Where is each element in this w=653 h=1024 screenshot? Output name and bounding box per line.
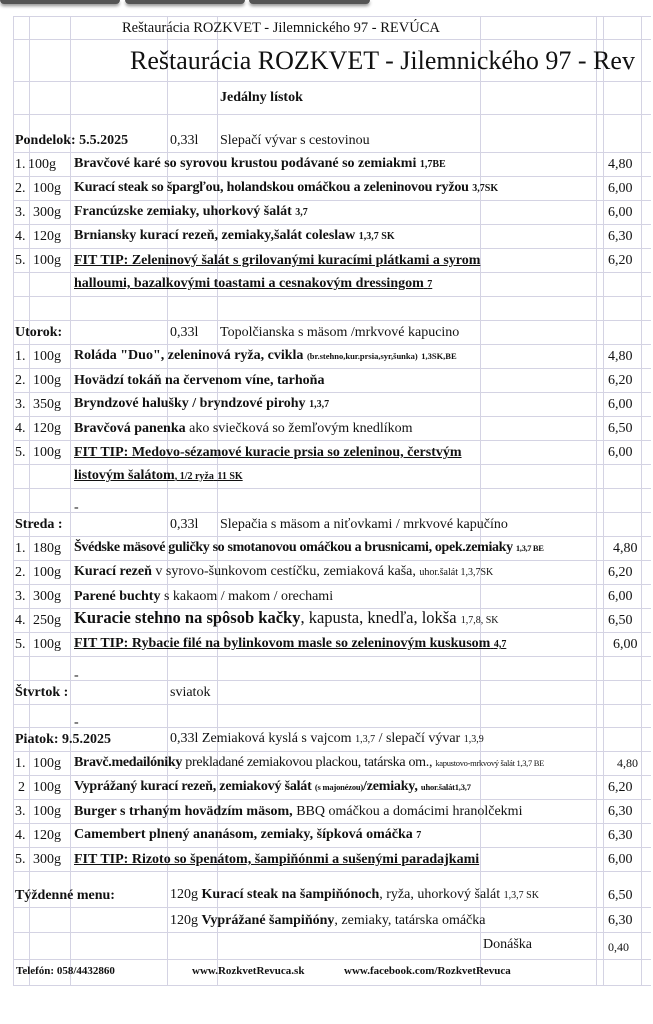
header-row-big <box>13 39 651 81</box>
item-price: 6,30 <box>608 913 633 928</box>
item-price: 6,00 <box>608 589 633 604</box>
item-weight: 350g <box>33 397 61 412</box>
top-tab-2 <box>125 0 245 4</box>
soup-name: Slepačí vývar s cestovinou <box>220 133 370 148</box>
soup-volume: 0,33l <box>170 517 199 532</box>
menu-item <box>13 584 651 608</box>
menu-item <box>13 248 651 272</box>
soup-alternative-allergens: 1,3,9 <box>463 734 484 745</box>
item-name: Francúzske zemiaky, uhorkový šalát <box>74 204 292 219</box>
item-weight: 100g <box>33 804 61 819</box>
item-weight: 100g <box>33 373 61 388</box>
item-name-continued: listovým šalátom <box>74 468 175 483</box>
menu-item <box>13 392 651 416</box>
item-weight: 180g <box>33 541 61 556</box>
item-price: 6,20 <box>608 565 633 580</box>
item-number: 4. <box>15 229 26 244</box>
day-label: Piatok: 9.5.2025 <box>15 732 112 747</box>
item-name: Burger s trhaným hovädzím mäsom, <box>74 804 293 819</box>
day-label: Streda : <box>15 517 63 532</box>
item-name: Parené buchty <box>74 589 161 604</box>
item-weight: 100g <box>33 253 61 268</box>
item-allergens: 1,7BE <box>419 159 446 170</box>
item-weight: 120g <box>33 229 61 244</box>
menu-item <box>13 176 651 200</box>
item-weight: 300g <box>33 589 61 604</box>
item-name-continued: /zemiaky, <box>363 779 421 794</box>
menu-item <box>13 368 651 392</box>
item-name: Kurací rezeň <box>74 564 152 579</box>
item-price: 6,50 <box>608 888 633 903</box>
item-number: 3. <box>15 589 26 604</box>
item-allergens: 4,7 <box>493 639 507 650</box>
item-number: 1. <box>15 541 26 556</box>
item-name: Kuracie stehno na spôsob kačky <box>74 608 301 627</box>
item-weight: 300g <box>33 852 61 867</box>
item-note: uhor.šalát 1,3,7SK <box>419 567 494 578</box>
item-name: Vyprážaný kurací rezeň, zemiakový šalát <box>74 779 315 794</box>
menu-item <box>13 536 651 560</box>
menu-item <box>13 200 651 224</box>
menu-item <box>13 344 651 368</box>
item-weight: 100g <box>28 157 56 172</box>
day-label: Pondelok: 5.5.2025 <box>15 133 129 148</box>
item-name: FIT TIP: Medovo-sézamové kuracie prsia so zeleninou, čerstvým <box>74 445 462 460</box>
item-weight: 100g <box>33 756 61 771</box>
item-number: 4. <box>15 613 26 628</box>
menu-item <box>13 823 651 847</box>
item-number: 2 <box>18 780 25 795</box>
top-tab-3 <box>249 0 370 4</box>
soup-name: Topolčianska s mäsom /mrkvové kapucino <box>220 325 460 340</box>
soup-name: Slepačia s mäsom a niťovkami / mrkvové kapučíno <box>220 517 508 532</box>
item-price: 6,50 <box>608 421 633 436</box>
item-number: 2. <box>15 373 26 388</box>
item-price: 6,00 <box>608 397 633 412</box>
item-description: v syrovo-šunkovom cestíčku, zemiaková kaša, <box>151 564 420 579</box>
item-allergens: 1,3,7 BE <box>515 543 544 553</box>
item-description: BBQ omáčkou a domácimi hranolčekmi <box>292 804 523 819</box>
menu-item <box>13 416 651 440</box>
item-allergens: uhor.šalát1,3,7 <box>420 782 471 792</box>
item-price: 6,20 <box>608 373 633 388</box>
item-number: 1. <box>15 349 26 364</box>
menu-label-row <box>13 81 651 114</box>
item-allergens: 7 <box>416 830 422 841</box>
soup-volume: 0,33l <box>170 325 199 340</box>
delivery-label: Donáška <box>483 937 532 952</box>
item-name-extra: , 1/2 ryža <box>174 471 214 482</box>
item-weight: 250g <box>33 613 61 628</box>
item-weight: 120g <box>33 421 61 436</box>
soup-name: 0,33l Zemiaková kyslá s vajcom <box>170 731 356 746</box>
item-price: 6,00 <box>608 445 633 460</box>
item-price: 6,50 <box>608 613 633 628</box>
item-price: 6,30 <box>608 804 633 819</box>
item-number: 3. <box>15 804 26 819</box>
day-label: Štvrtok : <box>15 685 69 700</box>
item-allergens: 1,3SK,BE <box>421 351 457 361</box>
header-row-small <box>13 16 651 39</box>
item-weight: 120g <box>33 828 61 843</box>
item-weight: 120g <box>170 887 202 902</box>
item-name: Bravčové karé so syrovou krustou podávané so zemiakmi <box>74 156 417 171</box>
menu-item <box>13 632 651 656</box>
menu-item-continued <box>13 464 651 488</box>
item-weight: 100g <box>33 565 61 580</box>
soup-allergens: 1,3,7 <box>355 734 376 745</box>
item-name: FIT TIP: Rizoto so špenátom, šampiňónmi a sušenými paradajkami <box>74 852 480 867</box>
item-description: s kakaom / makom / orechami <box>160 589 334 604</box>
menu-item <box>13 224 651 248</box>
item-price: 4,80 <box>613 541 638 556</box>
item-description: , zemiaky, tatárska omáčka <box>334 913 486 928</box>
item-price: 6,00 <box>608 852 633 867</box>
menu-item-continued <box>13 272 651 296</box>
item-name: Bravč.medailóniky <box>74 755 183 770</box>
item-number: 1. <box>15 756 26 771</box>
item-allergens: 1,3,7 SK <box>503 890 539 901</box>
menu-sheet <box>13 16 651 985</box>
item-description: , kapusta, knedľa, lokša <box>300 608 461 627</box>
website-link[interactable]: www.RozkvetRevuca.sk <box>192 965 305 977</box>
item-weight: 100g <box>33 637 61 652</box>
item-price: 6,00 <box>608 181 633 196</box>
item-price: 4,80 <box>608 157 633 172</box>
item-name: Vyprážané šampiňóny <box>201 913 335 928</box>
item-allergens: 7 <box>427 279 433 290</box>
item-number: 2. <box>15 565 26 580</box>
item-name: Hovädzí tokáň na červenom víne, tarhoňa <box>74 373 325 388</box>
item-weight: 120g <box>170 913 202 928</box>
dash-marker: - <box>74 715 79 730</box>
item-note: kapustovo-mrkvový šalát 1,3,7 BE <box>435 758 545 768</box>
day-header-wednesday <box>13 512 651 536</box>
item-weight: 300g <box>33 205 61 220</box>
item-description: prekladané zemiakovou plackou, tatárska om., <box>182 755 436 770</box>
item-name: Brniansky kurací rezeň, zemiaky,šalát coleslaw <box>74 228 356 243</box>
item-allergens: 1,3,7 <box>309 399 330 410</box>
item-weight: 100g <box>33 181 61 196</box>
menu-item <box>13 847 651 871</box>
item-name: Camembert plnený ananásom, zemiaky, šípková omáčka <box>74 827 413 842</box>
item-allergens: 1,3,7 SK <box>358 231 395 242</box>
menu-item <box>13 608 651 632</box>
item-name: Kurací steak so špargľou, holandskou omáčkou a zeleninovou ryžou <box>74 180 469 195</box>
item-name: Bravčová panenka <box>74 421 186 436</box>
spacer-row <box>13 488 651 515</box>
item-name: Švédske mäsové guličky so smotanovou omáčkou a brusnicami, opek.zemiaky <box>74 540 513 555</box>
restaurant-name-small: Reštaurácia ROZKVET - Jilemnického 97 - REVÚCA <box>122 20 440 36</box>
menu-item <box>13 560 651 584</box>
item-price: 6,20 <box>608 780 633 795</box>
item-number: 3. <box>15 205 26 220</box>
day-header-friday <box>13 727 651 751</box>
item-price: 4,80 <box>608 349 633 364</box>
phone-number: Telefón: 058/4432860 <box>16 965 115 977</box>
item-name: Roláda "Duo", zeleninová ryža, cvikla <box>74 348 304 363</box>
item-number: 4. <box>15 828 26 843</box>
item-note: (br.stehno,kur.prsia,syr,šunka) <box>306 351 418 361</box>
item-weight: 100g <box>33 349 61 364</box>
item-price: 6,30 <box>608 828 633 843</box>
item-number: 3. <box>15 397 26 412</box>
delivery-row <box>13 932 651 959</box>
holiday-note: sviatok <box>170 685 211 700</box>
grid-row-line <box>13 296 651 297</box>
dash-marker: - <box>74 500 79 515</box>
item-price: 6,00 <box>608 205 633 220</box>
menu-label: Jedálny lístok <box>220 90 303 105</box>
item-name: FIT TIP: Zeleninový šalát s grilovanými kuracími plátkami a syrom <box>74 253 481 268</box>
facebook-link[interactable]: www.facebook.com/RozkvetRevuca <box>344 965 511 977</box>
item-allergens: 1,7,8, SK <box>460 615 499 626</box>
spacer-row <box>13 704 651 730</box>
top-tab-1 <box>0 0 120 4</box>
item-allergens: 11 SK <box>217 471 243 482</box>
footer-row <box>13 959 651 985</box>
day-label: Utorok: <box>15 325 63 340</box>
item-allergens: 3,7 <box>295 207 308 218</box>
delivery-price: 0,40 <box>608 940 629 954</box>
menu-item <box>13 799 651 823</box>
item-allergens: 3,7SK <box>472 183 499 194</box>
dash-marker: - <box>74 668 79 683</box>
menu-item <box>13 440 651 464</box>
item-name: FIT TIP: Rybacie filé na bylinkovom masle so zeleninovým kuskusom <box>74 636 491 651</box>
item-number: 5. <box>15 253 26 268</box>
item-description: , ryža, uhorkový šalát <box>379 887 504 902</box>
item-weight: 100g <box>33 445 61 460</box>
item-name-continued: halloumi, bazalkovými toastami a cesnakovým dressingom <box>74 276 424 291</box>
item-price: 6,00 <box>613 637 638 652</box>
item-number: 5. <box>15 637 26 652</box>
day-header-monday <box>13 114 651 152</box>
day-header-thursday <box>13 680 651 704</box>
item-number: 4. <box>15 421 26 436</box>
menu-item <box>13 775 651 799</box>
spacer-row <box>13 656 651 683</box>
item-description: ako sviečková so žemľovým knedlíkom <box>185 421 413 436</box>
item-name: Bryndzové halušky / bryndzové pirohy <box>74 396 306 411</box>
soup-alternative: / slepačí vývar <box>375 731 464 746</box>
item-price: 4,80 <box>617 756 638 770</box>
restaurant-name-big: Reštaurácia ROZKVET - Jilemnického 97 - Rev <box>130 46 635 75</box>
item-number: 2. <box>15 181 26 196</box>
item-price: 6,30 <box>608 229 633 244</box>
weekly-menu-row <box>13 907 651 932</box>
menu-item <box>13 751 651 775</box>
day-header-tuesday <box>13 320 651 344</box>
weekly-menu-row <box>13 871 651 907</box>
soup-volume: 0,33l <box>170 133 199 148</box>
menu-item <box>13 152 651 176</box>
item-number: 1. <box>15 157 26 172</box>
item-name: Kurací steak na šampiňónoch <box>201 887 380 902</box>
grid-row-line <box>13 985 651 986</box>
item-note: (s majonézou) <box>314 782 364 792</box>
weekly-menu-label: Týždenné menu: <box>15 888 115 903</box>
item-number: 5. <box>15 852 26 867</box>
item-price: 6,20 <box>608 253 633 268</box>
item-number: 5. <box>15 445 26 460</box>
item-weight: 100g <box>33 780 61 795</box>
